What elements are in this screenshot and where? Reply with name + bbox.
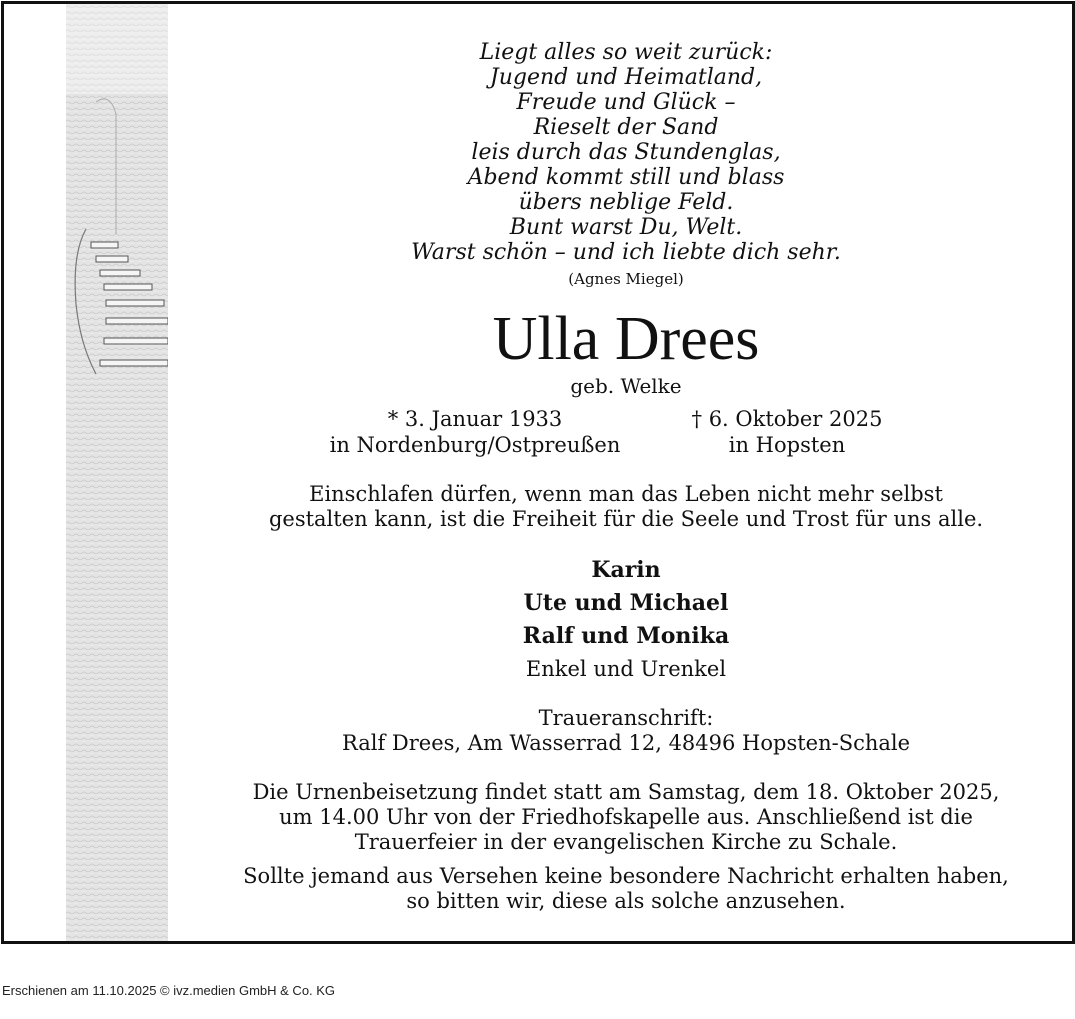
grandchildren: Enkel und Urenkel [525,657,727,681]
notice-line: so bitten wir, diese als solche anzusehen. [406,889,846,913]
poem-line: Warst schön – und ich liebte dich sehr. [411,240,841,265]
obituary-content [214,4,1038,941]
mourning-address [214,706,1038,756]
poem-line: Rieselt der Sand [533,115,719,140]
birth-place: in Nordenburg/Ostpreußen [329,433,621,457]
death-place: in Hopsten [728,433,846,457]
poem-line: Liegt alles so weit zurück: [479,40,773,65]
service-line: Die Urnenbeisetzung findet statt am Samstag, dem 18. Oktober 2025, [252,780,1000,804]
death-date: † 6. Oktober 2025 [691,407,883,431]
staircase-illustration [66,4,168,941]
birth-info [310,406,640,458]
notice-line: Sollte jemand aus Versehen keine besondere Nachricht erhalten haben, [243,864,1009,888]
service-line: um 14.00 Uhr von der Friedhofskapelle aus. Anschließend ist die [279,805,973,829]
poem-line: Jugend und Heimatland, [489,65,763,90]
quote-line: gestalten kann, ist die Freiheit für die Seele und Trost für uns alle. [268,507,984,531]
mourners [214,554,1038,686]
poem-author: (Agnes Miegel) [568,270,684,288]
poem [214,40,1038,265]
poem-line: übers neblige Feld. [518,190,734,215]
obituary-card [1,1,1075,944]
address-value: Ralf Drees, Am Wasserrad 12, 48496 Hopsten-Schale [341,731,911,755]
notice [214,864,1038,914]
quote [214,482,1038,532]
mourner-name: Ralf und Monika [522,623,730,649]
poem-line: leis durch das Stundenglas, [471,140,781,165]
birth-date: * 3. Januar 1933 [387,407,563,431]
publication-footer: Erschienen am 11.10.2025 © ivz.medien GmbH & Co. KG [2,983,336,998]
mourner-name: Ute und Michael [523,590,729,616]
maiden-name: geb. Welke [570,374,682,398]
quote-line: Einschlafen dürfen, wenn man das Leben nicht mehr selbst [309,482,943,506]
mourner-name: Karin [591,557,661,583]
death-info [622,406,952,458]
poem-line: Abend kommt still und blass [467,165,785,190]
address-label: Traueranschrift: [538,706,714,730]
poem-line: Freude und Glück – [516,90,736,115]
poem-line: Bunt warst Du, Welt. [509,215,743,240]
deceased-name: Ulla Drees [492,305,760,373]
service-line: Trauerfeier in der evangelischen Kirche zu Schale. [354,830,898,854]
service-info [214,780,1038,855]
